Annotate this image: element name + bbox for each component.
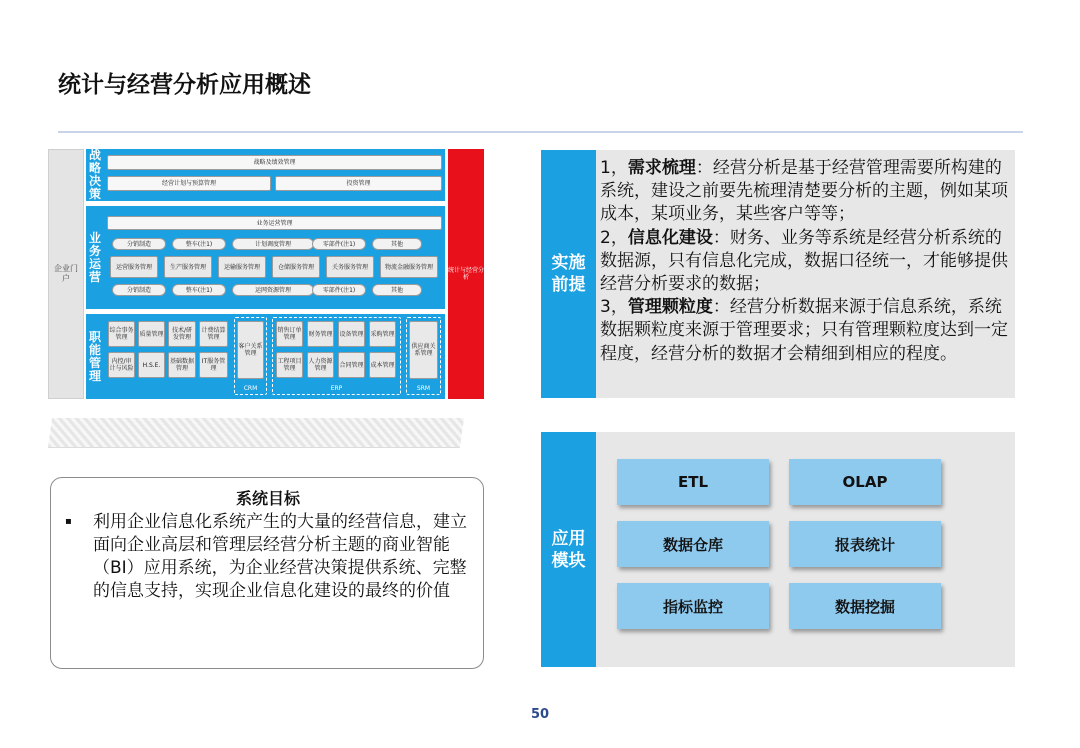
ops-pill: 其他 (372, 284, 422, 296)
function-box: 基础数据管理 (168, 352, 196, 378)
operations-label: 业务运营 (88, 230, 101, 284)
module-report-statistics: 报表统计 (789, 521, 941, 567)
premise-item-heading: 需求梳理 (627, 158, 696, 178)
strategy-band (86, 149, 445, 201)
ops-pill: 零部件(注1) (312, 284, 366, 296)
architecture-diagram (48, 149, 484, 399)
module-olap: OLAP (789, 459, 941, 505)
function-box: 内控/审计与风险 (108, 352, 135, 378)
service-box: 仓储服务管理 (272, 256, 320, 278)
premise-item-heading: 信息化建设 (627, 227, 713, 248)
goal-text: 利用企业信息化系统产生的大量的经营信息，建立面向企业高层和管理层经营分析主题的商业智能（BI）应用系统，为企业经营决策提供系统、完整的信息支持，实现企业信息化建设的最终的价值 (93, 512, 467, 601)
erp-box: 成本管理 (369, 352, 396, 378)
functions-band (86, 314, 445, 399)
premise-item-number: 3， (600, 297, 628, 318)
premise-tag (541, 150, 596, 398)
system-goal-box (50, 477, 484, 669)
premise-item-number: 2， (600, 227, 628, 248)
function-box: 质量管理 (138, 321, 165, 347)
srm-box: 供应商关系管理 (409, 321, 438, 379)
service-box: 关务服务管理 (326, 256, 374, 278)
erp-box: 设备管理 (338, 321, 365, 347)
function-box: 技术/研发管理 (168, 321, 196, 347)
modules-tag-text: 应用模块 (551, 528, 586, 571)
diagram-shadow-strip (48, 418, 464, 448)
function-box: 综合事务管理 (108, 321, 135, 347)
premise-text (600, 157, 1012, 366)
ops-pill: 计划调度管理 (232, 238, 314, 250)
budget-management-box: 经营计划与预算管理 (107, 176, 271, 191)
crm-box: 客户关系管理 (237, 321, 264, 379)
modules-tag (541, 432, 596, 667)
operations-management-box: 业务运营管理 (107, 216, 442, 230)
strategy-label: 战略决策 (88, 148, 101, 201)
title-divider (58, 131, 1023, 133)
ops-pill: 零部件(注1) (312, 238, 366, 250)
service-box: 生产服务管理 (164, 256, 212, 278)
module-etl: ETL (617, 459, 769, 505)
strategy-performance-box: 战略及绩效管理 (107, 155, 442, 170)
premise-item-heading: 管理颗粒度 (627, 297, 713, 318)
premise-item-text: ：经营分析数据来源于信息系统，系统数据颗粒度来源于管理要求；只有管理颗粒度达到一定程度，经营分析的数据才会精细到相应的程度。 (600, 297, 1008, 364)
module-data-mining: 数据挖掘 (789, 583, 941, 629)
function-box: H.S.E. (138, 352, 165, 378)
erp-box: 销售订单管理 (276, 321, 303, 347)
erp-label: ERP (330, 385, 343, 392)
operations-band (86, 206, 445, 309)
goal-title: 系统目标 (235, 489, 300, 508)
goal-bullet: ▪ (65, 516, 72, 527)
service-box: 运营服务管理 (110, 256, 158, 278)
premise-item-number: 1， (600, 158, 628, 178)
ops-pill: 整车(注1) (172, 238, 226, 250)
enterprise-portal-column: 企业门户 (48, 149, 84, 399)
ops-pill: 其他 (372, 238, 422, 250)
ops-pill: 整车(注1) (172, 284, 226, 296)
modules-panel (541, 432, 1015, 667)
statistics-analysis-column: 统计与经营分析 (448, 149, 484, 399)
premise-tag-text: 实施前提 (551, 253, 586, 295)
erp-box: 工程项目管理 (276, 352, 303, 378)
crm-label: CRM (243, 385, 258, 392)
premise-item-text: ：经营分析是基于经营管理需要所构建的系统，建设之前要先梳理清楚要分析的主题，例如某项成本，某项业务，某些客户等等； (600, 158, 1008, 225)
erp-box: 采购管理 (369, 321, 396, 347)
ops-pill: 分销制造 (112, 238, 166, 250)
erp-box: 人力资源管理 (307, 352, 334, 378)
service-box: 运输服务管理 (218, 256, 266, 278)
module-data-warehouse: 数据仓库 (617, 521, 769, 567)
functions-label: 职能管理 (88, 329, 101, 383)
service-box: 物流金融服务管理 (380, 256, 438, 278)
page-number: 50 (530, 707, 550, 722)
page-title: 统计与经营分析应用概述 (58, 72, 311, 98)
ops-pill: 分销制造 (112, 284, 166, 296)
erp-box: 合同管理 (338, 352, 365, 378)
function-box: 计费结算管理 (199, 321, 228, 347)
premise-item-text: ：财务、业务等系统是经营分析系统的数据源，只有信息化完成，数据口径统一，才能够提供经营分析要求的数据； (600, 227, 1008, 295)
module-indicator-monitoring: 指标监控 (617, 583, 769, 629)
ops-pill: 运网资源管理 (232, 284, 314, 296)
srm-label: SRM (416, 385, 431, 392)
erp-box: 财务管理 (307, 321, 334, 347)
investment-management-box: 投资管理 (275, 176, 442, 191)
function-box: IT服务管理 (199, 352, 228, 378)
